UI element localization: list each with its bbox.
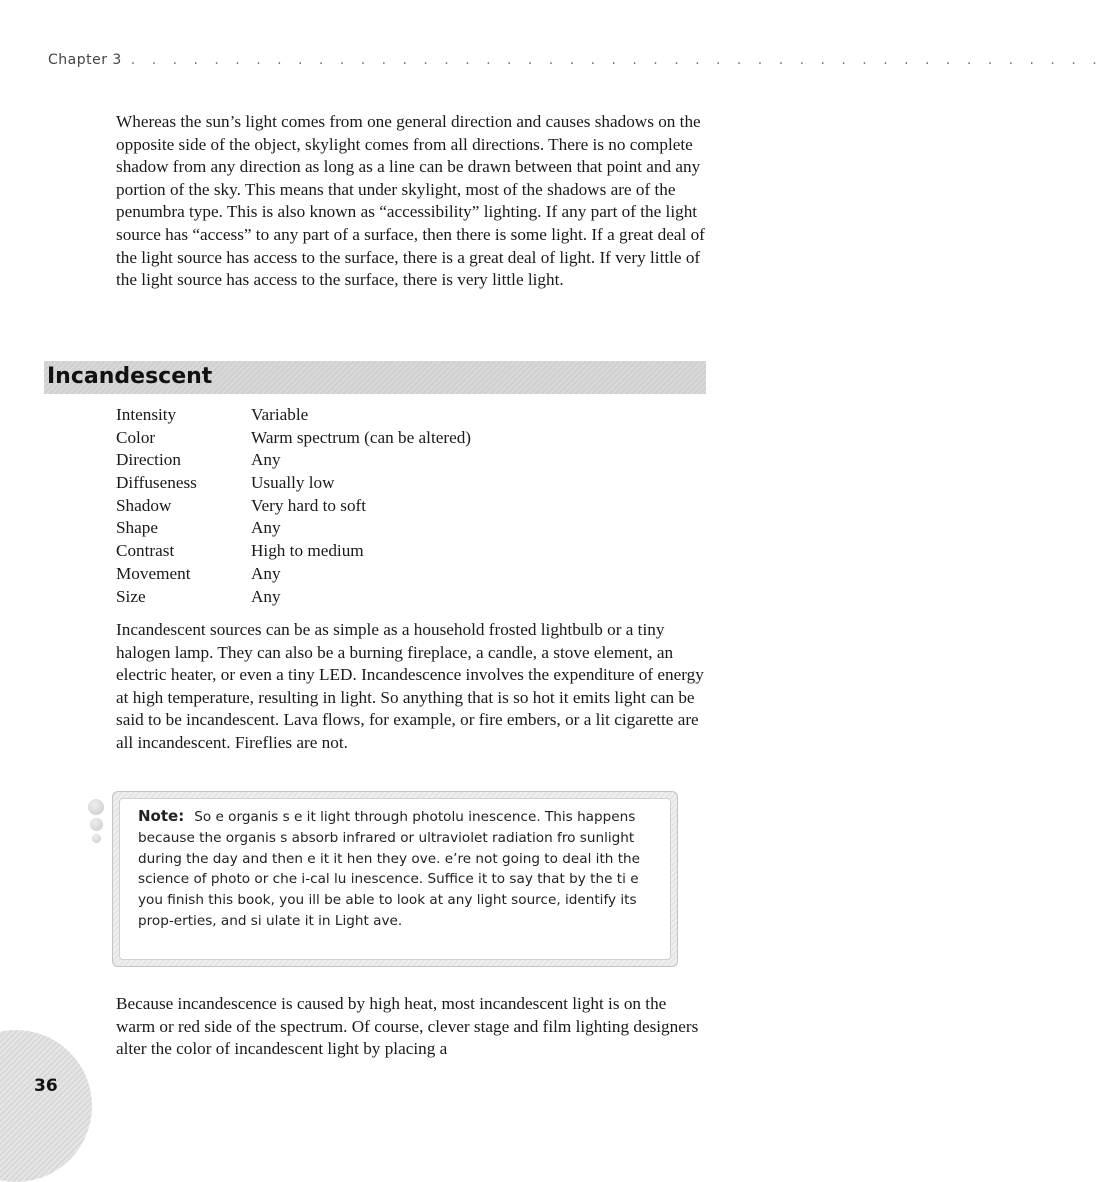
property-value: Usually low [251,473,335,493]
property-value: Variable [251,405,309,424]
closing-paragraph: Because incandescence is caused by high heat, most incandescent light is on the warm or red side of the spectrum. Of course, clever stage and film lighting designers alter the color of incandescent light by placing a [116,994,699,1059]
property-row [116,472,471,495]
properties-table [116,404,471,608]
property-label: Movement [116,563,191,583]
property-label: Color [116,427,156,447]
property-label: Shape [116,518,159,538]
property-value: Any [251,563,281,583]
page-number: 36 [34,1076,58,1096]
running-head [48,52,1103,68]
property-row [116,404,471,427]
note-text [138,806,658,932]
property-value: Any [251,518,281,538]
property-row [116,427,471,450]
chapter-label: Chapter 3 [48,52,122,68]
property-row [116,495,471,518]
property-value: Any [251,586,281,606]
note-label: Note: [138,807,185,825]
property-label: Intensity [116,405,177,424]
section-title: Incandescent [47,364,213,389]
property-row [116,563,471,586]
incandescent-paragraph: Incandescent sources can be as simple as a household frosted lightbulb or a tiny halogen lamp. They can also be a burning fireplace, a candle, a stove element, an electric heater, or even a tiny LED. Incandescence involves the expenditure of energy at high temperature, resulting in light. So anything that is so hot it emits light can be said to be incandescent. Lava flows, for example, or fire embers, or a lit cigarette are all incandescent. Fireflies are not. [116,620,704,752]
note-body: So e organis s e it light through photolu inescence. This happens because the organis s absorb infrared or ultraviolet radiation fro sunlight during the day and then e it it hen they ove. e’re not going to deal ith the science of photo or che i-cal lu inescence. Suffice it to say that by the ti e you finish this book, you ill be able to look at any light source, identify its prop-erties, and si ulate it in Light ave. [138,809,641,929]
property-label: Size [116,586,146,606]
property-value: High to medium [251,541,364,561]
property-row [116,586,471,609]
intro-paragraph: Whereas the sun’s light comes from one general direction and causes shadows on the opposite side of the object, skylight comes from all directions. There is no complete shadow from any direction as long as a line can be drawn between that point and any portion of the sky. This means that under skylight, most of the shadows are of the penumbra type. This is also known as “accessibility” lighting. If any part of the light source has “access” to any part of a surface, then there is some light. If a great deal of the light source has access to the surface, there is a great deal of light. If very little of the light source has access to the surface, there is very little light. [116,112,705,290]
property-value: Very hard to soft [251,495,367,515]
property-row [116,517,471,540]
property-value: Any [251,450,281,470]
note-dots-icon [86,799,106,846]
dot-leader: . . . . . . . . . . . . . . . . . . . . . . . . . . . . . . . . . . . . . . . . . . . . . . . [130,52,1103,68]
property-label: Shadow [116,495,172,515]
property-row [116,540,471,563]
property-label: Direction [116,450,181,470]
property-label: Contrast [116,541,175,561]
property-label: Diffuseness [116,473,197,493]
page-corner-tab [0,1030,92,1182]
property-value: Warm spectrum (can be altered) [251,427,472,447]
property-row [116,449,471,472]
